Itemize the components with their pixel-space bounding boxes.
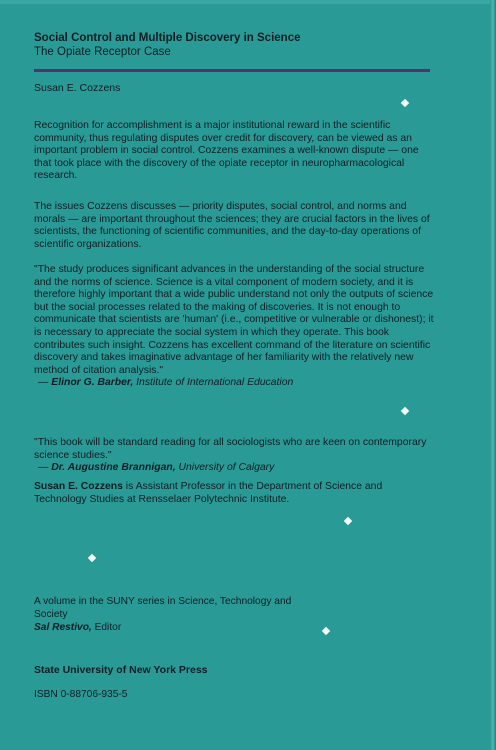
diamond-ornament-3 [344, 517, 352, 525]
isbn: ISBN 0-88706-935-5 [34, 689, 128, 700]
review-2-affiliation: University of Calgary [175, 462, 275, 474]
review-1 [34, 264, 434, 390]
review-1-affiliation: Institute of International Education [133, 377, 294, 389]
review-2-dash: — [38, 462, 52, 474]
book-subtitle: The Opiate Receptor Case [34, 46, 171, 58]
cover-top-edge [0, 0, 496, 4]
author-bio-text: is Assistant Professor in the Department of Science and Technology Studies at Rensselaer Polytechnic Institute. [34, 481, 383, 505]
author-bio-name: Susan E. Cozzens [34, 481, 123, 492]
diamond-ornament-5 [322, 627, 330, 635]
description-paragraph-2: The issues Cozzens discusses — priority disputes, social control, and norms and morals — are important throughout the sciences; they are crucial factors in the lives of scientists, the functioning of scientific communities, and the day-to-day operations of scientific organizations. [34, 201, 430, 250]
review-2-name: Dr. Augustine Brannigan, [51, 462, 176, 474]
series-editor-name: Sal Restivo, [34, 622, 92, 633]
diamond-ornament-1 [401, 99, 409, 107]
review-2 [34, 437, 434, 475]
review-2-attribution [34, 462, 434, 475]
book-title: Social Control and Multiple Discovery in Science [34, 32, 301, 44]
diamond-ornament-4 [88, 554, 96, 562]
review-1-name: Elinor G. Barber, [51, 377, 134, 389]
series-line: A volume in the SUNY series in Science, Technology and Society [34, 596, 292, 620]
review-1-quote: "The study produces significant advances in the understanding of the social structure and the norms of science. Science is a vital component of modern society, and it is therefore highly important that a wide public understand not only the outputs of science but the social processes related to the making of discoveries. It is not enough to communicate that scientists are 'human' (i.e., competitive or vulnerable or dishonest); it is necessary to appreciate the social system in which they operate. This book contributes such insight. Cozzens has excellent command of the literature on scientific discovery and takes imaginative advantage of her familiarity with the relatively new method of citation analysis." [34, 264, 434, 376]
publisher-name: State University of New York Press [34, 664, 208, 676]
series-note [34, 595, 294, 634]
book-author: Susan E. Cozzens [34, 82, 121, 94]
review-1-dash: — [38, 377, 52, 389]
description-paragraph-1: Recognition for accomplishment is a major institutional reward in the scientific community, thus regulating disputes over credit for discovery, can be viewed as an important problem in social control. Cozzens examines a well-known dispute — one that took place with the discovery of the opiate receptor in neuropharmacological research. [34, 120, 419, 182]
review-1-attribution [34, 377, 434, 390]
cover-right-edge [490, 0, 496, 750]
series-editor-role: Editor [91, 622, 122, 633]
title-rule [34, 69, 430, 72]
review-2-quote: "This book will be standard reading for all sociologists who are keen on contemporary science studies." [34, 437, 427, 461]
diamond-ornament-2 [401, 407, 409, 415]
author-bio [34, 481, 434, 506]
